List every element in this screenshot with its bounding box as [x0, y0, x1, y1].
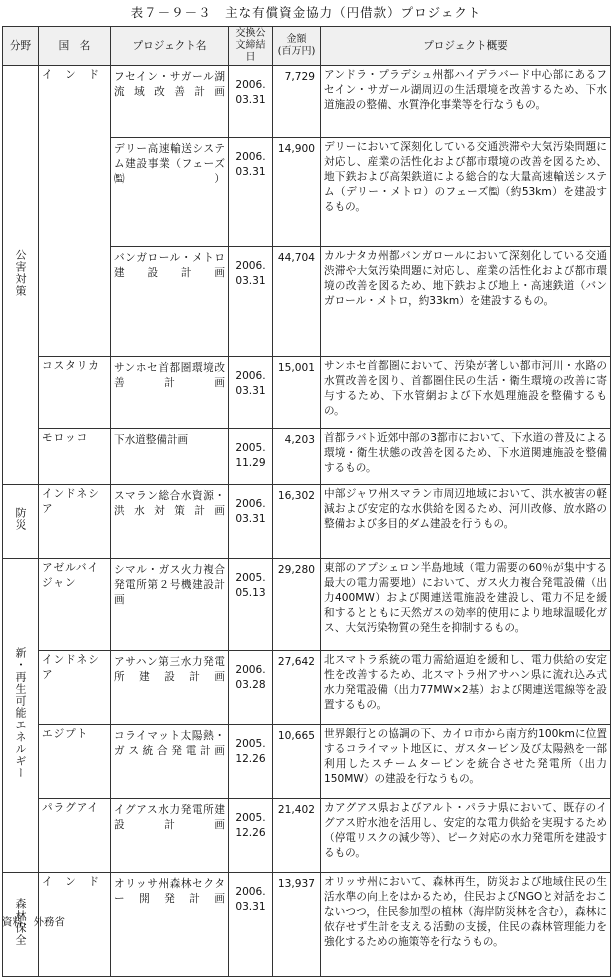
amount-cell: 16,302 — [273, 485, 321, 559]
project-name: スマラン総合水資源・洪水対策計画 — [111, 485, 229, 559]
category-disaster: 防災 — [3, 485, 39, 559]
project-name: コライマット太陽熱・ガス統合発電計画 — [111, 725, 229, 799]
date-cell: 2005. 12.26 — [229, 725, 273, 799]
category-energy: 新・再生可能エネルギー — [3, 559, 39, 873]
projects-table — [2, 26, 611, 977]
country-cell: イ ン ド — [39, 66, 111, 357]
table-row — [3, 429, 611, 485]
table-row — [3, 485, 611, 559]
header-summary: プロジェクト概要 — [321, 27, 611, 66]
amount-cell: 10,665 — [273, 725, 321, 799]
project-name: フセイン・サガール湖流域改善計画 — [111, 66, 229, 138]
summary-cell: カアグアス県およびアルト・パラナ県において、既存のイグアス貯水池を活用し、安定的な電力供給を実現するため（停電リスクの減少等）、ピーク対応の水力発電所を建設するもの。 — [321, 799, 611, 873]
project-name: サンホセ首都圏環境改善計画 — [111, 357, 229, 429]
table-row — [3, 799, 611, 873]
header-date: 交換公文締結日 — [229, 27, 273, 66]
header-field: 分野 — [3, 27, 39, 66]
amount-cell: 21,402 — [273, 799, 321, 873]
amount-cell: 29,280 — [273, 559, 321, 651]
table-row — [3, 651, 611, 725]
date-cell: 2006. 03.31 — [229, 66, 273, 138]
country-cell: モロッコ — [39, 429, 111, 485]
country-cell: コスタリカ — [39, 357, 111, 429]
summary-cell: カルナタカ州都バンガロールにおいて深刻化している交通渋滞や大気汚染問題に対応し、産業の活性化および都市環境の改善を図るため、地下鉄および地上・高速鉄道（バンガロール・メトロ，約33km）を建設するもの。 — [321, 247, 611, 357]
amount-cell: 27,642 — [273, 651, 321, 725]
date-cell: 2006. 03.28 — [229, 651, 273, 725]
header-country: 国 名 — [39, 27, 111, 66]
summary-cell: アンドラ・プラデシュ州都ハイデラバード中心部にあるフセイン・サガール湖周辺の生活環境を改善するため、下水道施設の整備、水質浄化事業等を行なうもの。 — [321, 66, 611, 138]
table-row — [3, 873, 611, 977]
country-cell: インドネシア — [39, 651, 111, 725]
category-forest: 森林保全 — [3, 873, 39, 977]
date-cell: 2005. 11.29 — [229, 429, 273, 485]
country-cell: インドネシア — [39, 485, 111, 559]
date-cell: 2006. 03.31 — [229, 247, 273, 357]
summary-cell: 東部のアプシェロン半島地域（電力需要の60％が集中する最大の電力需要地）において、ガス火力複合発電設備（出力400MW）および関連送電施設を建設し、電力不足を緩和するとともに天然ガスの効率的使用により地球温暖化ガス、大気汚染物質の発生を抑制するもの。 — [321, 559, 611, 651]
header-project: プロジェクト名 — [111, 27, 229, 66]
summary-cell: 首都ラバト近郊中部の3都市において、下水道の普及による環境・衛生状態の改善を図るため、下水道関連施設を整備するもの。 — [321, 429, 611, 485]
amount-cell: 15,001 — [273, 357, 321, 429]
header-amount-line2: (百万円) — [277, 46, 316, 57]
summary-cell: デリーにおいて深刻化している交通渋滞や大気汚染問題に対応し、産業の活性化および都市環境の改善を図るため、地下鉄および高架鉄道による総合的な大量高速輸送システム（デリー・メトロ）のフェーズ㈼（約53km）を建設するもの。 — [321, 138, 611, 247]
table-header-row — [3, 27, 611, 66]
project-name: バンガロール・メトロ建設計画 — [111, 247, 229, 357]
amount-cell: 7,729 — [273, 66, 321, 138]
country-cell: エジプト — [39, 725, 111, 799]
summary-cell: オリッサ州において、森林再生，防災および地域住民の生活水準の向上をはかるため，住民およびNGOと対話をおこないつつ，住民参加型の植林（海岸防災林を含む），森林に依存せず生計を支える活動の支援，住民の森林管理能力を強化するための施策等を行なうもの。 — [321, 873, 611, 977]
amount-cell: 13,937 — [273, 873, 321, 977]
summary-cell: 世界銀行との協調の下、カイロ市から南方約100kmに位置するコライマット地区に、ガスタービン及び太陽熱を一部利用したスチームタービンを統合させた発電所（出力150MW）の建設を行なうもの。 — [321, 725, 611, 799]
country-cell: パラグアイ — [39, 799, 111, 873]
date-cell: 2005. 12.26 — [229, 799, 273, 873]
project-name: デリー高速輸送システム建設事業（フェーズ㈼） — [111, 138, 229, 247]
country-cell: アゼルバイジャン — [39, 559, 111, 651]
amount-cell: 44,704 — [273, 247, 321, 357]
table-row — [3, 559, 611, 651]
date-cell: 2006. 03.31 — [229, 873, 273, 977]
date-cell: 2006. 03.31 — [229, 138, 273, 247]
table-row — [3, 725, 611, 799]
date-cell: 2005. 05.13 — [229, 559, 273, 651]
summary-cell: 中部ジャワ州スマラン市周辺地域において、洪水被害の軽減および安定的な水供給を図るため、河川改修、放水路の整備および多目的ダム建設を行うもの。 — [321, 485, 611, 559]
project-name: オリッサ州森林セクター開発計画 — [111, 873, 229, 977]
project-name: シマル・ガス火力複合発電所第２号機建設計画 — [111, 559, 229, 651]
country-cell: イ ン ド — [39, 873, 111, 977]
header-amount — [273, 27, 321, 66]
amount-cell: 14,900 — [273, 138, 321, 247]
date-cell: 2006. 03.31 — [229, 357, 273, 429]
source-note: 資料：外務省 — [2, 916, 65, 928]
category-pollution: 公害対策 — [3, 66, 39, 485]
project-name: アサハン第三水力発電所建設計画 — [111, 651, 229, 725]
header-amount-line1: 金額 — [286, 34, 307, 45]
project-name: 下水道整備計画 — [111, 429, 229, 485]
table-row — [3, 66, 611, 138]
date-cell: 2006. 03.31 — [229, 485, 273, 559]
summary-cell: 北スマトラ系統の電力需給逼迫を緩和し、電力供給の安定性を改善するため、北スマトラ州アサハン県に流れ込み式水力発電設備（出力77MW×2基）および関連送電線等を設置するもの。 — [321, 651, 611, 725]
amount-cell: 4,203 — [273, 429, 321, 485]
table-row — [3, 357, 611, 429]
project-name: イグアス水力発電所建設計画 — [111, 799, 229, 873]
summary-cell: サンホセ首都圏において、汚染が著しい都市河川・水路の水質改善を図り、首都圏住民の生活・衛生環境の改善に寄与するため、下水管網および下水処理施設を整備するもの。 — [321, 357, 611, 429]
table-title: 表７－９－３ 主な有償資金協力（円借款）プロジェクト — [130, 5, 482, 20]
